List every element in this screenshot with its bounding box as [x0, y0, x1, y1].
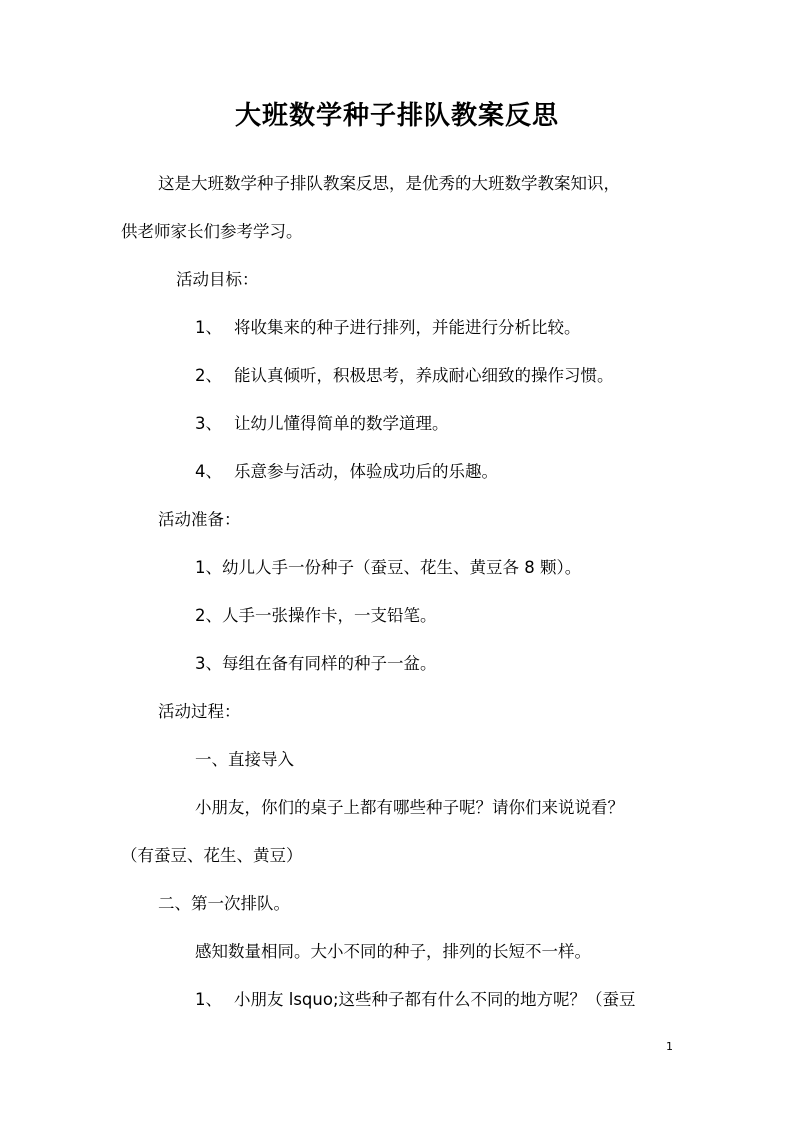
goal-item-3	[195, 412, 449, 436]
step2-line-1: 感知数量相同。大小不同的种子，排列的长短不一样。	[195, 942, 591, 961]
goal-text: 让幼儿懂得简单的数学道理。	[234, 414, 449, 433]
step2-item-number: 1、	[195, 990, 222, 1009]
prep-item-3: 3、每组在备有同样的种子一盆。	[195, 654, 437, 673]
goal-number: 1、	[195, 318, 222, 337]
process-heading: 活动过程：	[158, 702, 241, 721]
goal-item-1	[195, 316, 581, 340]
goal-text: 乐意参与活动，体验成功后的乐趣。	[234, 462, 498, 481]
step2-item-1	[195, 988, 636, 1012]
goal-item-4	[195, 460, 498, 484]
step1-heading: 一、直接导入	[195, 750, 294, 769]
goal-item-2	[195, 364, 614, 388]
goal-text: 将收集来的种子进行排列，并能进行分析比较。	[234, 318, 581, 337]
goal-number: 3、	[195, 414, 222, 433]
prep-item-1: 1、幼儿人手一份种子（蚕豆、花生、黄豆各 8 颗）。	[195, 558, 582, 577]
intro-line-2: 供老师家长们参考学习。	[121, 222, 303, 241]
step2-item-text: 小朋友 lsquo;这些种子都有什么不同的地方呢？（蚕豆	[234, 990, 636, 1009]
prep-item-2: 2、人手一张操作卡，一支铅笔。	[195, 606, 437, 625]
step1-line-1: 小朋友，你们的桌子上都有哪些种子呢？请你们来说说看？	[195, 798, 624, 817]
step1-line-2: （有蚕豆、花生、黄豆）	[121, 846, 303, 865]
page-title: 大班数学种子排队教案反思	[234, 101, 559, 131]
page-number: 1	[666, 1040, 673, 1053]
prep-heading: 活动准备：	[158, 510, 241, 529]
goal-text: 能认真倾听，积极思考，养成耐心细致的操作习惯。	[234, 366, 614, 385]
goal-number: 2、	[195, 366, 222, 385]
intro-line-1: 这是大班数学种子排队教案反思，是优秀的大班数学教案知识，	[158, 174, 620, 193]
goals-heading: 活动目标：	[176, 270, 259, 289]
step2-heading: 二、第一次排队。	[158, 894, 290, 913]
goal-number: 4、	[195, 462, 222, 481]
